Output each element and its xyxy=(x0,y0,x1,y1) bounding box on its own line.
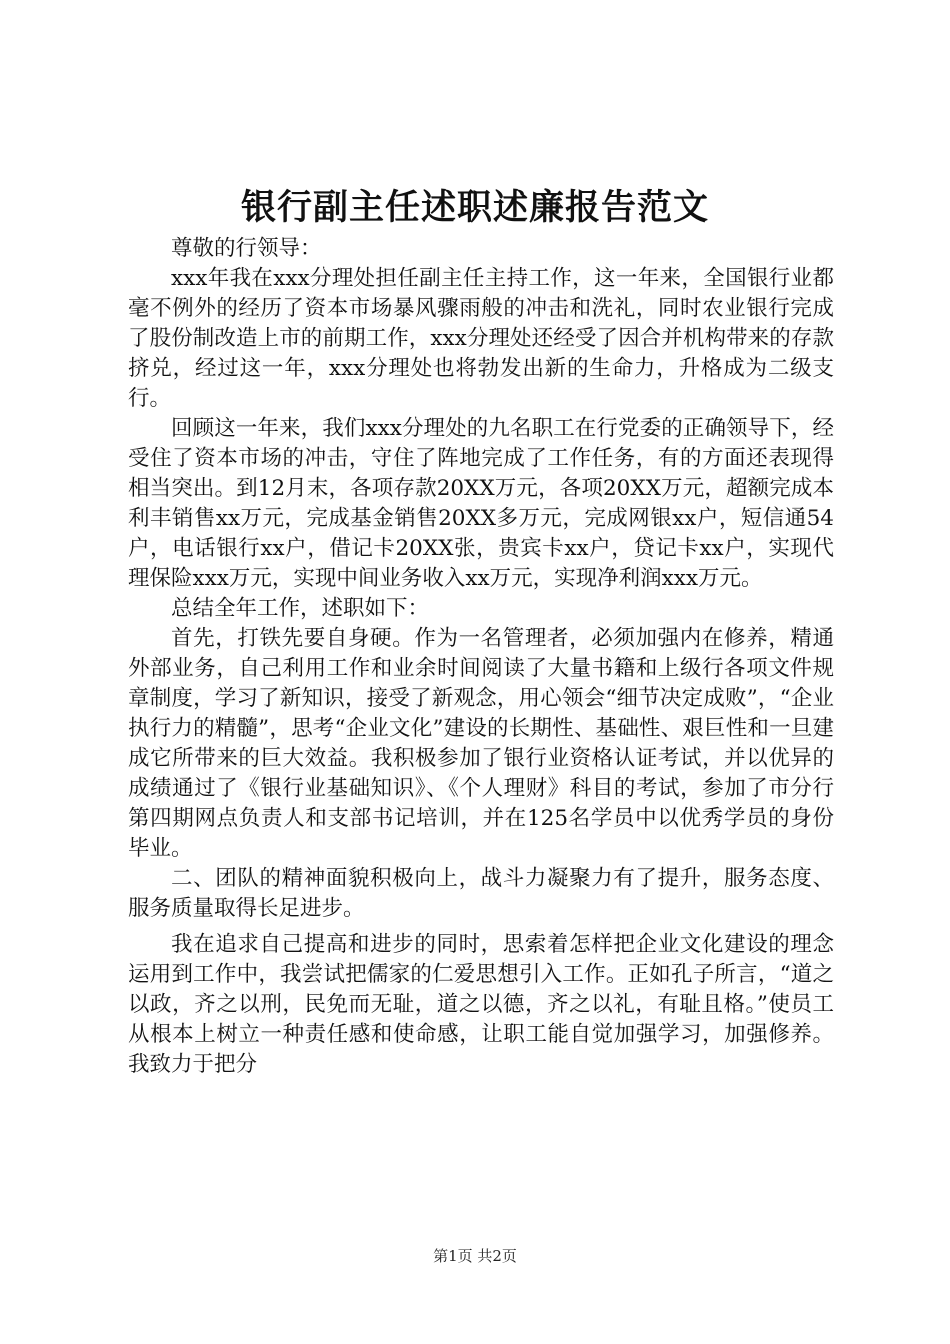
paragraph-review: 回顾这一年来，我们xxx分理处的九名职工在行党委的正确领导下，经受住了资本市场的冲击，守住了阵地完成了工作任务，有的方面还表现得相当突出。到12月末，各项存款20XX万元，各项20XX万元，超额完成本利丰销售xx万元，完成基金销售20XX多万元，完成网银xx户，短信通54户，电话银行xx户，借记卡20XX张，贵宾卡xx户，贷记卡xx户，实现代理保险xxx万元，实现中间业务收入xx万元，实现净利润xxx万元。 xyxy=(128,416,834,591)
paragraph-summary-heading: 总结全年工作，述职如下： xyxy=(171,596,430,621)
paragraph-culture: 我在追求自己提高和进步的同时，思索着怎样把企业文化建设的理念运用到工作中，我尝试把儒家的仁爱思想引入工作。正如孔子所言，“道之以政，齐之以刑，民免而无耻，道之以德，齐之以礼，有耻且格。”使员工从根本上树立一种责任感和使命感，让职工能自觉加强学习，加强修养。我致力于把分 xyxy=(128,932,834,1077)
page-footer: 第1页 共2页 xyxy=(433,1247,517,1265)
salutation: 尊敬的行领导： xyxy=(171,236,322,261)
document-title: 银行副主任述职述廉报告范文 xyxy=(240,187,709,228)
paragraph-second-point-heading: 二、团队的精神面貌积极向上，战斗力凝聚力有了提升，服务态度、服务质量取得长足进步。 xyxy=(128,866,834,921)
paragraph-first-point: 首先，打铁先要自身硬。作为一名管理者，必须加强内在修养，精通外部业务，自己利用工作和业余时间阅读了大量书籍和上级行各项文件规章制度，学习了新知识，接受了新观念，用心领会“细节决定成败”，“企业执行力的精髓”，思考“企业文化”建设的长期性、基础性、艰巨性和一旦建成它所带来的巨大效益。我积极参加了银行业资格认证考试，并以优异的成绩通过了《银行业基础知识》、《个人理财》科目的考试，参加了市分行第四期网点负责人和支部书记培训，并在125名学员中以优秀学员的身份毕业。 xyxy=(128,626,834,861)
document-body xyxy=(128,234,834,1080)
paragraph-intro: xxx年我在xxx分理处担任副主任主持工作，这一年来，全国银行业都毫不例外的经历了资本市场暴风骤雨般的冲击和洗礼，同时农业银行完成了股份制改造上市的前期工作，xxx分理处还经受了因合并机构带来的存款挤兑，经过这一年，xxx分理处也将勃发出新的生命力，升格成为二级支行。 xyxy=(128,266,834,411)
